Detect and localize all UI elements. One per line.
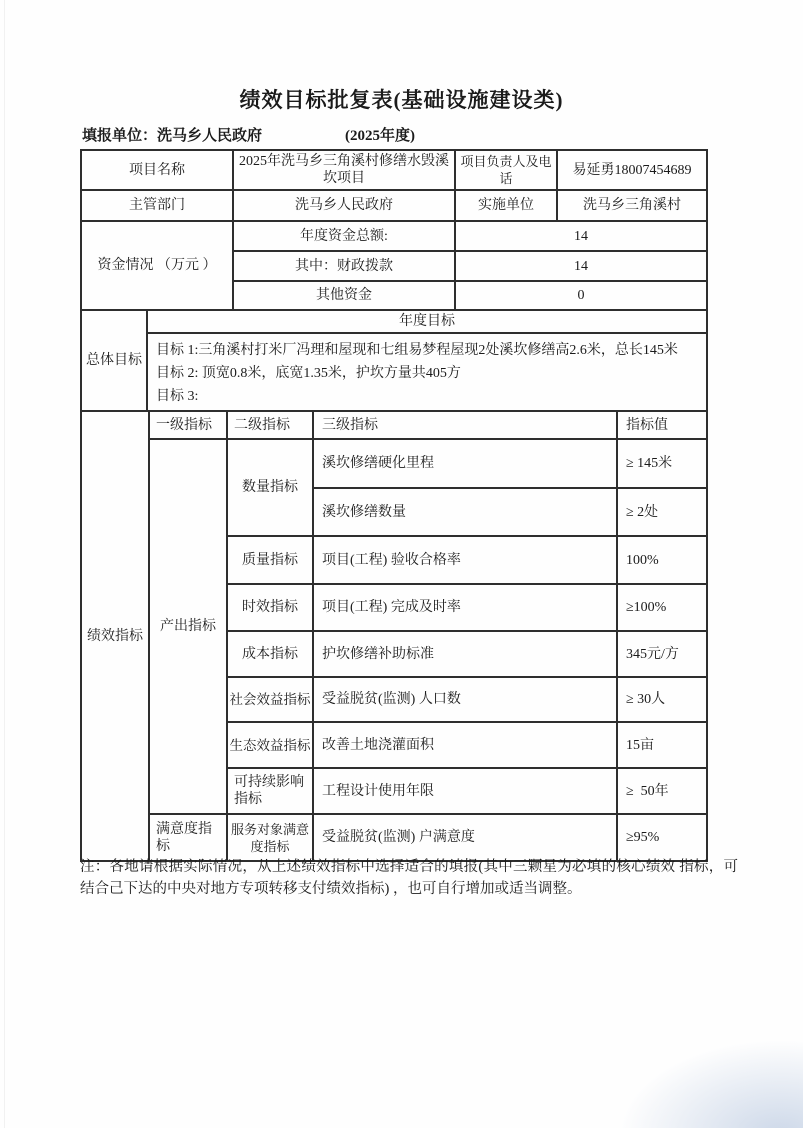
goal-line-1: 目标 1:三角溪村打米厂冯理和屋现和七组易梦程屋现2处溪坎修缮高2.6米，总长145米: [156, 343, 678, 358]
goal-line-2: 目标 2: 顶宽0.8米，底宽1.35米，护坎方量共405方: [156, 366, 461, 381]
indicator-value-cell: ≥ 145米: [617, 439, 707, 488]
quantity-indicator-cell: 数量指标: [227, 439, 313, 536]
project-info-table: [80, 149, 708, 222]
funding-fiscal-value-cell: 14: [455, 251, 707, 281]
funding-other-value-cell: 0: [455, 281, 707, 310]
indicator-name-cell: 项目(工程) 完成及时率: [313, 584, 617, 631]
indicator-value-cell: ≥ 30人: [617, 677, 707, 722]
indicator-value-cell: 345元/方: [617, 631, 707, 677]
output-indicator-cell: 产出指标: [149, 439, 227, 814]
eco-benefit-indicator-cell: 生态效益指标: [227, 722, 313, 768]
social-benefit-indicator-cell: 社会效益指标: [227, 677, 313, 722]
level2-header-cell: 二级指标: [227, 411, 313, 439]
value-header-cell: 指标值: [617, 411, 707, 439]
impl-value-cell: 洗马乡三角溪村: [557, 190, 707, 221]
leader-label-cell: 项目负责人及电话: [455, 150, 557, 190]
funding-fiscal-label-cell: 其中：财政拨款: [233, 251, 455, 281]
indicator-name-cell: 受益脱贫(监测) 人口数: [313, 677, 617, 722]
level1-header-cell: 一级指标: [149, 411, 227, 439]
dept-label-cell: 主管部门: [81, 190, 233, 221]
indicator-name-cell: 受益脱贫(监测) 户满意度: [313, 814, 617, 861]
level3-header-cell: 三级指标: [313, 411, 617, 439]
scan-artifact: [613, 1036, 803, 1128]
indicator-value-cell: ≥100%: [617, 584, 707, 631]
indicator-value-cell: 15亩: [617, 722, 707, 768]
scan-edge-line: [4, 0, 5, 1128]
impl-label-cell: 实施单位: [455, 190, 557, 221]
overall-goal-label-cell: 总体目标: [81, 310, 147, 411]
funding-total-label-cell: 年度资金总额:: [233, 221, 455, 251]
indicator-value-cell: ≥95%: [617, 814, 707, 861]
annual-goal-body-cell: [147, 333, 707, 411]
indicator-value-cell: 100%: [617, 536, 707, 584]
indicator-name-cell: 项目(工程) 验收合格率: [313, 536, 617, 584]
cost-indicator-cell: 成本指标: [227, 631, 313, 677]
funding-table: [80, 220, 708, 311]
reporting-unit-label: 填报单位：洗马乡人民政府: [82, 128, 263, 144]
service-satisfaction-cell: 服务对象满意度指标: [227, 814, 313, 861]
goal-line-3: 目标 3:: [156, 389, 199, 404]
sustainability-indicator-cell: 可持续影响指标: [227, 768, 313, 814]
annual-goal-header-cell: 年度目标: [147, 310, 707, 333]
indicator-name-cell: 改善土地浇灌面积: [313, 722, 617, 768]
quality-indicator-cell: 质量指标: [227, 536, 313, 584]
indicator-name-cell: 溪坎修缮数量: [313, 488, 617, 536]
funding-label-cell: 资金情况 （万元 ）: [81, 221, 233, 310]
year-label: (2025年度): [345, 128, 415, 144]
satisfaction-indicator-cell: 满意度指标: [149, 814, 227, 861]
approval-table: [80, 149, 706, 862]
funding-other-label-cell: 其他资金: [233, 281, 455, 310]
indicators-label-cell: 绩效指标: [81, 411, 149, 861]
timeliness-indicator-cell: 时效指标: [227, 584, 313, 631]
leader-value-cell: 易延勇18007454689: [557, 150, 707, 190]
funding-total-value-cell: 14: [455, 221, 707, 251]
dept-value-cell: 洗马乡人民政府: [233, 190, 455, 221]
indicators-table: [80, 410, 708, 862]
indicator-name-cell: 工程设计使用年限: [313, 768, 617, 814]
project-name-value-cell: 2025年洗马乡三角溪村修缮水毁溪坎项目: [233, 150, 455, 190]
indicator-name-cell: 护坎修缮补助标准: [313, 631, 617, 677]
indicator-value-cell: ≥ 2处: [617, 488, 707, 536]
page-title: 绩效目标批复表(基础设施建设类): [239, 88, 564, 112]
reporting-unit-line: [82, 124, 702, 145]
project-name-label-cell: 项目名称: [81, 150, 233, 190]
footnote: 注：各地请根据实际情况，从上述绩效指标中选择适合的填报(其中三颗星为必填的核心绩效 指标，可结合己下达的中央对地方专项转移支付绩效指标) ，也可自行增加或适当调整。: [80, 859, 738, 897]
indicator-value-cell: ≥ 50年: [617, 768, 707, 814]
indicator-name-cell: 溪坎修缮硬化里程: [313, 439, 617, 488]
overall-goal-table: [80, 309, 708, 412]
